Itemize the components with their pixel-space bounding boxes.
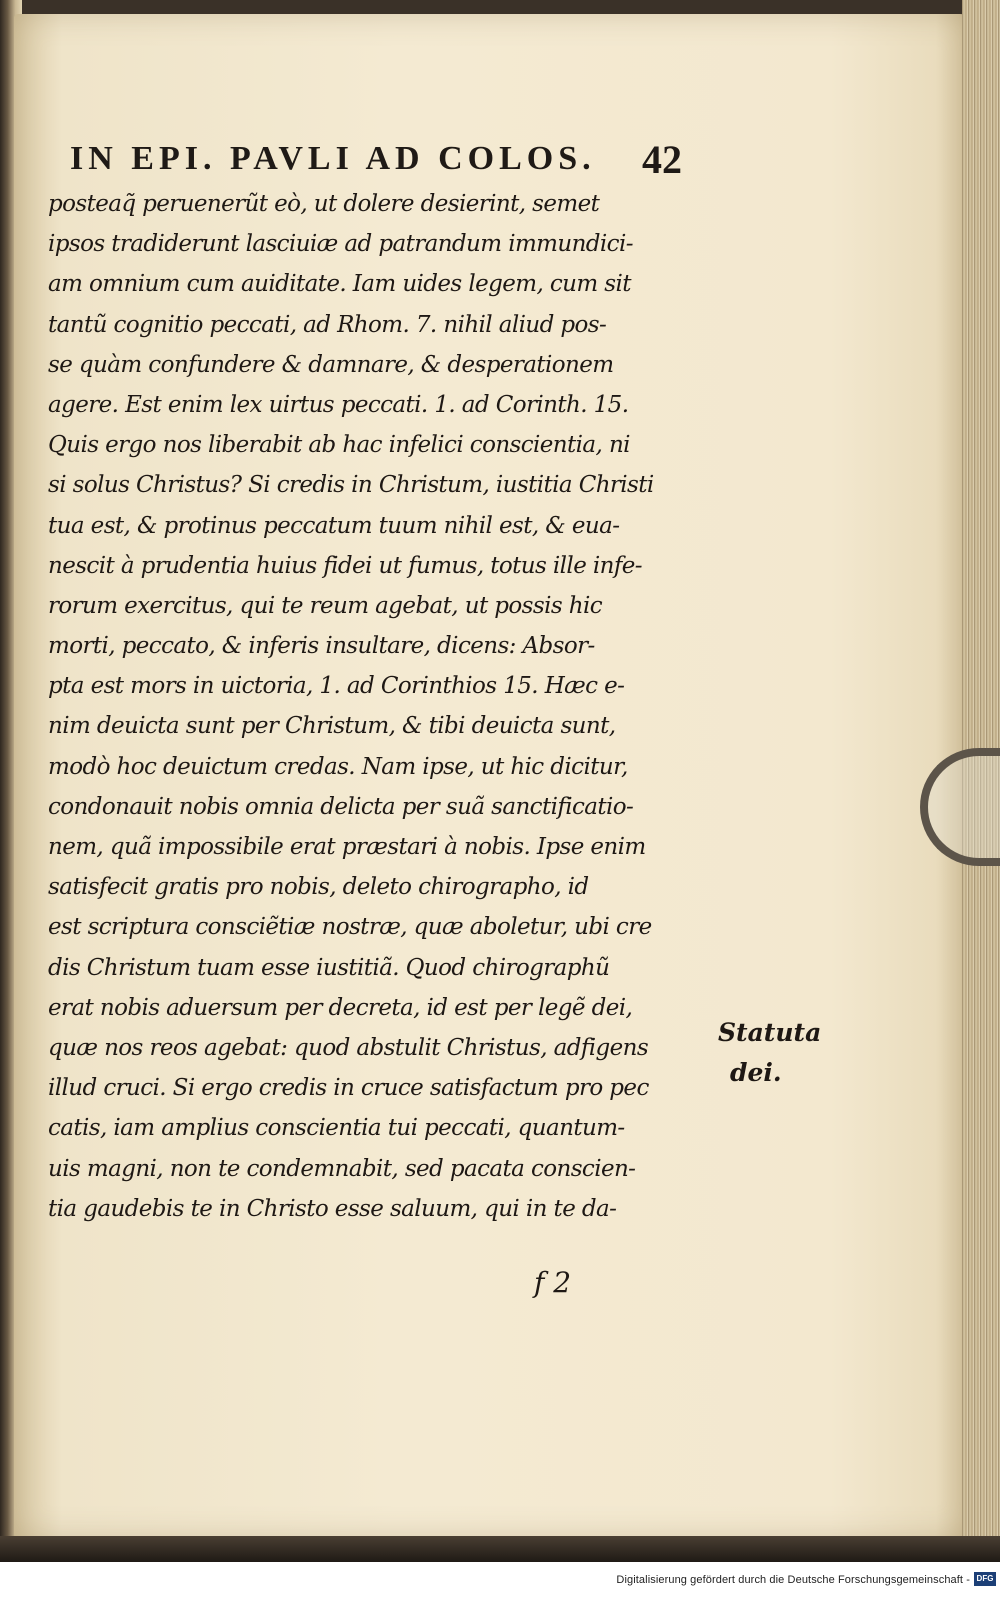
text-line: illud cruci. Si ergo credis in cruce satisfactum pro pec: [48, 1075, 649, 1102]
text-line: am omnium cum auiditate. Iam uides legem, cum sit: [48, 271, 631, 298]
text-line: tantũ cognitio peccati, ad Rhom. 7. nihil aliud pos-: [48, 311, 607, 338]
text-line: tua est, & protinus peccatum tuum nihil est, & eua-: [48, 512, 620, 539]
margin-note: Statuta: [718, 1018, 822, 1047]
text-line: Quis ergo nos liberabit ab hac infelici conscientia, ni: [48, 432, 630, 459]
text-line: est scriptura consciẽtiæ nostræ, quæ aboletur, ubi cre: [48, 914, 652, 941]
text-line: catis, iam amplius conscientia tui peccati, quantum-: [48, 1115, 625, 1142]
text-line: tia gaudebis te in Christo esse saluum, qui in te da-: [48, 1195, 617, 1222]
text-line: se quàm confundere & damnare, & desperationem: [48, 351, 614, 378]
text-line: satisfecit gratis pro nobis, deleto chirographo, id: [48, 874, 589, 901]
dfg-logo: DFG: [974, 1572, 996, 1586]
text-line: quæ nos reos agebat: quod abstulit Christus, adfigens: [48, 1034, 649, 1061]
text-line: uis magni, non te condemnabit, sed pacata conscien-: [48, 1155, 636, 1182]
text-line: posteaq̃ peruenerũt eò, ut dolere desierint, semet: [48, 191, 600, 217]
text-line: erat nobis aduersum per decreta, id est per legẽ dei,: [48, 994, 633, 1021]
text-line: nem, quã impossibile erat præstari à nobis. Ipse enim: [48, 834, 646, 860]
text-line: condonauit nobis omnia delicta per suã sanctificatio-: [48, 793, 634, 820]
text-line: ipsos tradiderunt lasciuiæ ad patrandum immundici-: [48, 231, 633, 258]
text-line: dis Christum tuam esse iustitiã. Quod chirographũ: [48, 954, 610, 981]
signature-mark: f 2: [534, 1266, 572, 1299]
running-head: IN EPI. PAVLI AD COLOS.: [70, 140, 596, 177]
footer-bar: [0, 1562, 1000, 1602]
text-line: nim deuicta sunt per Christum, & tibi deuicta sunt,: [48, 713, 616, 740]
page-bottom-edge: [0, 1536, 1000, 1562]
text-line: modò hoc deuictum credas. Nam ipse, ut hic dicitur,: [48, 753, 628, 780]
margin-note: dei.: [730, 1058, 782, 1087]
text-line: morti, peccato, & inferis insultare, dicens: Absor-: [48, 633, 595, 660]
body-text: [48, 184, 712, 1229]
text-line: si solus Christus? Si credis in Christum, iustitia Christi: [48, 472, 654, 499]
text-line: rorum exercitus, qui te reum agebat, ut possis hic: [48, 592, 602, 619]
text-line: agere. Est enim lex uirtus peccati. 1. ad Corinth. 15.: [48, 391, 629, 418]
page-number: 42: [642, 137, 682, 182]
text-line: pta est mors in uictoria, 1. ad Corinthios 15. Hæc e-: [48, 673, 625, 700]
text-line: nescit à prudentia huius fidei ut fumus, totus ille infe-: [48, 552, 642, 579]
footer-credit: Digitalisierung gefördert durch die Deutsche Forschungsgemeinschaft -: [616, 1574, 970, 1586]
